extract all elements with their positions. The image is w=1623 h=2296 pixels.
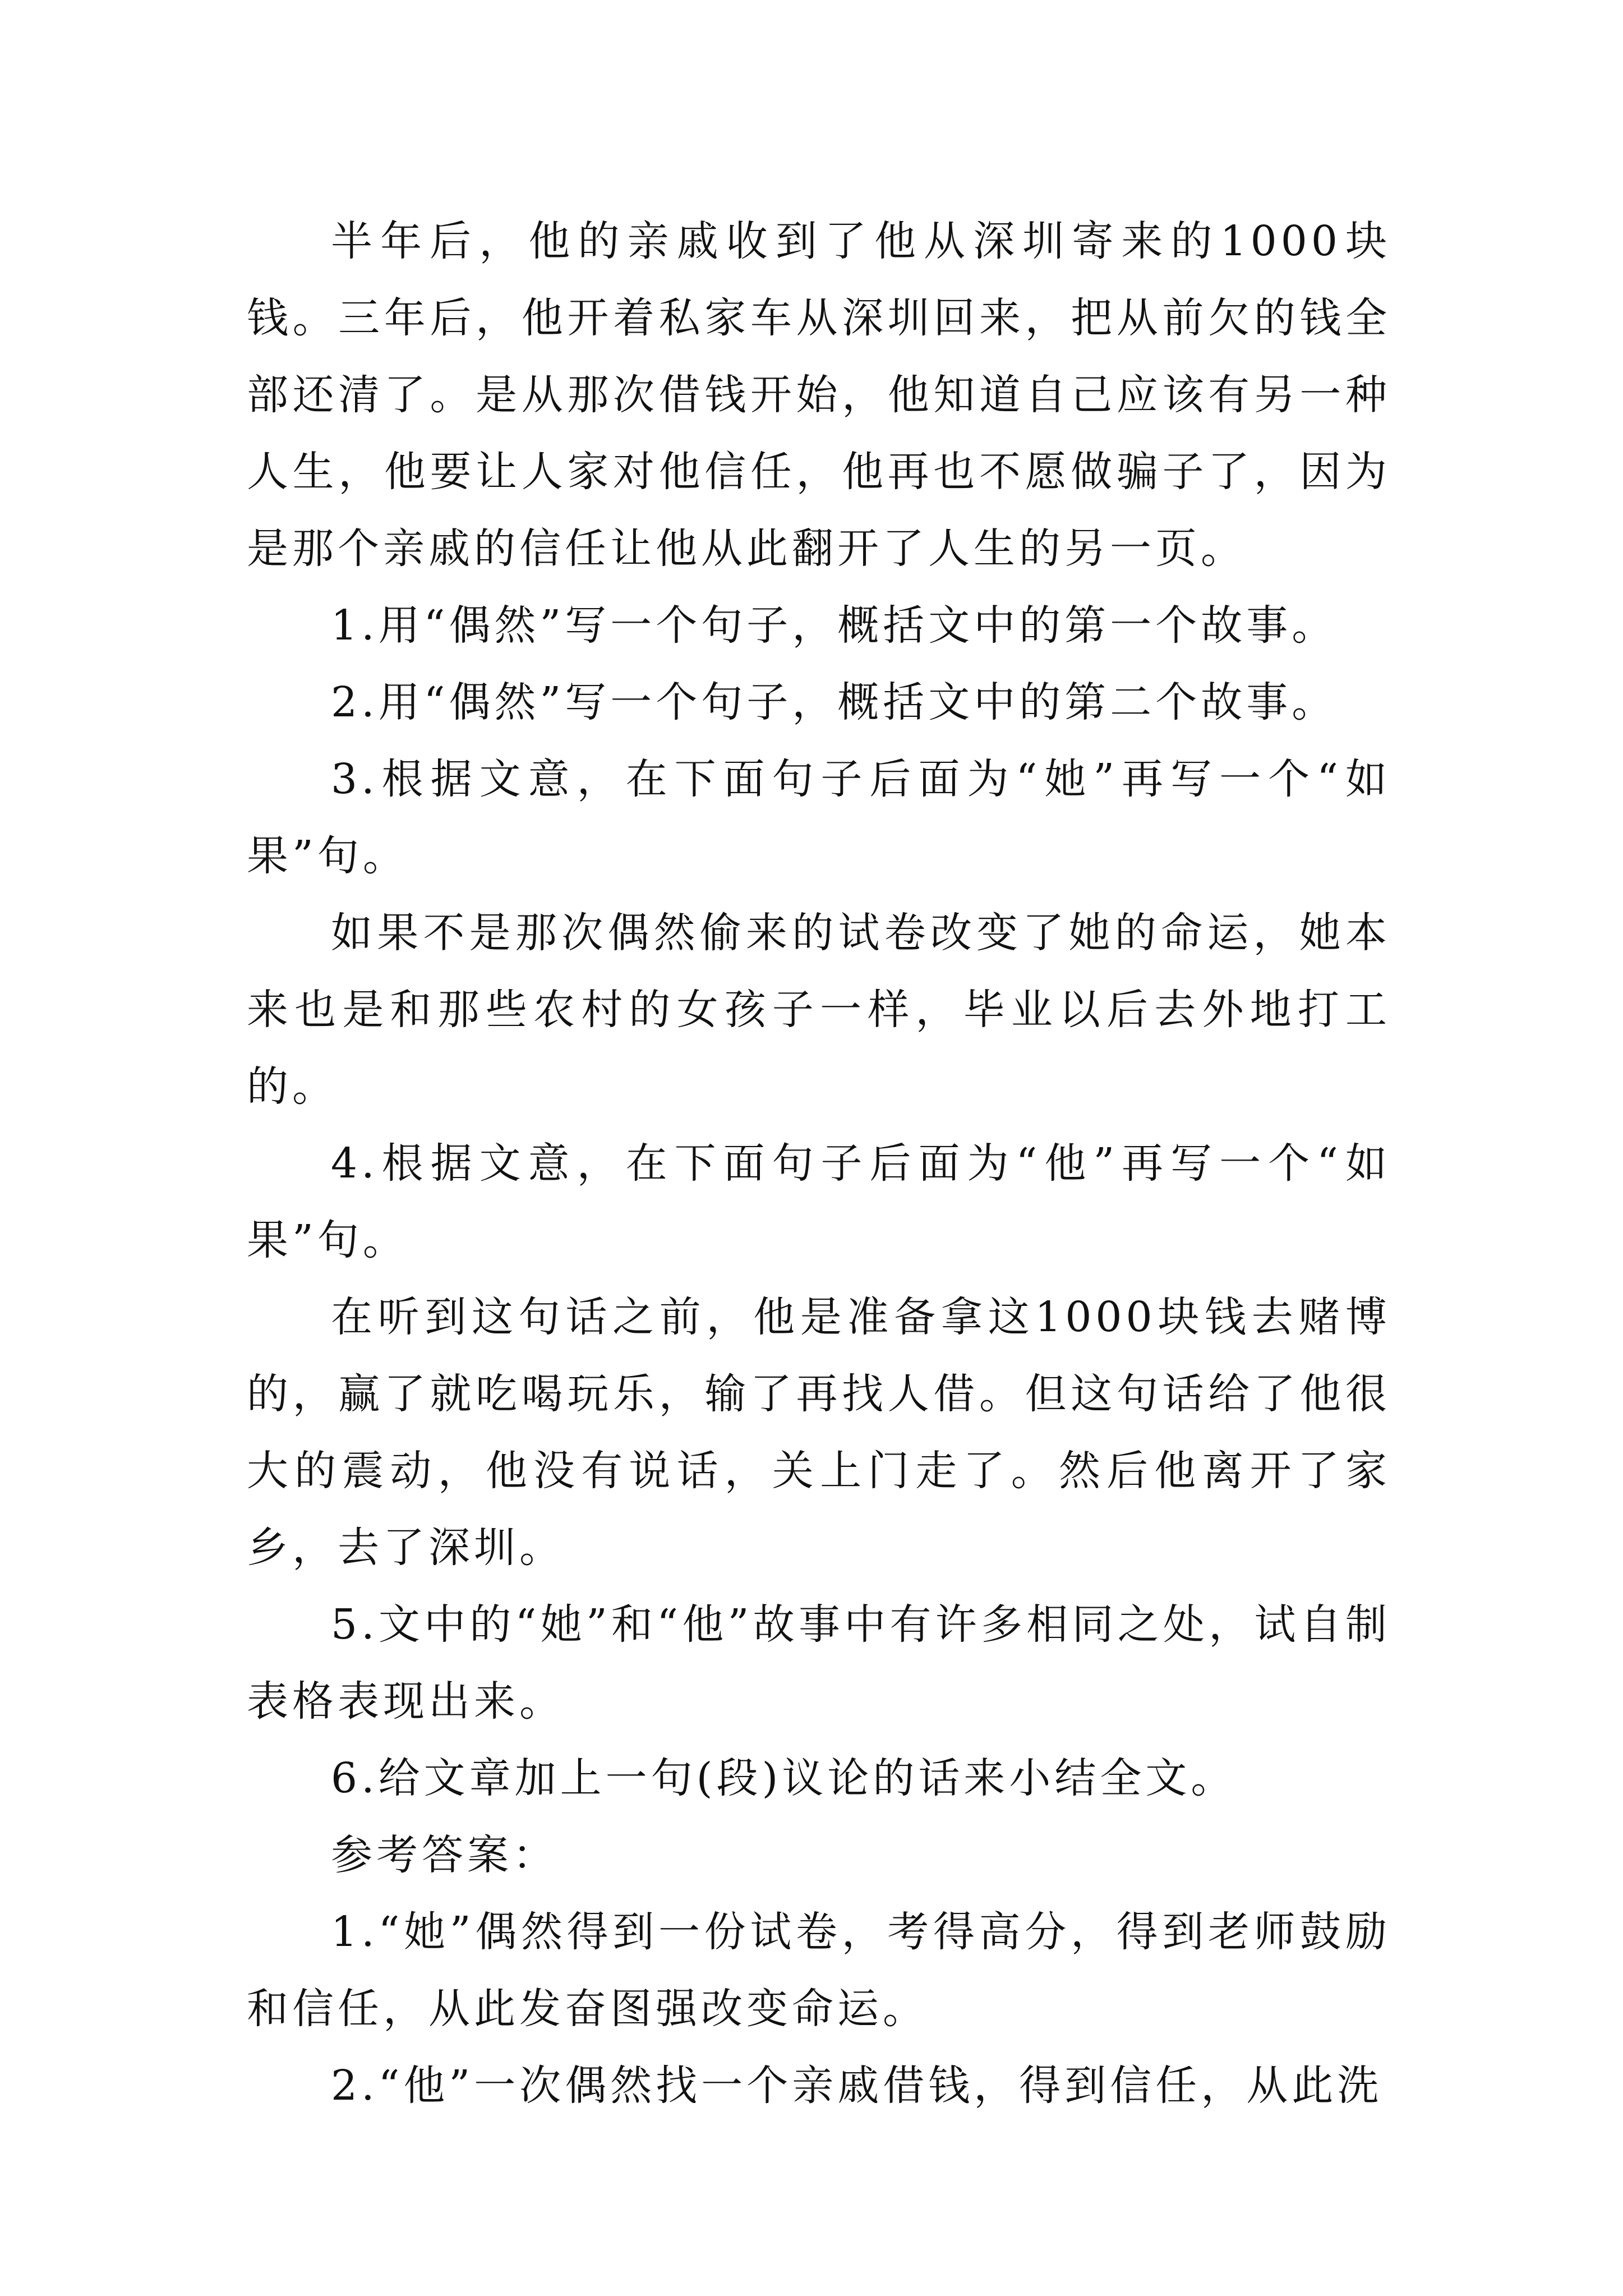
question-4: 4.根据文意，在下面句子后面为“他”再写一个“如果”句。 bbox=[247, 1139, 1391, 1264]
question-5: 5.文中的“她”和“他”故事中有许多相同之处，试自制表格表现出来。 bbox=[247, 1600, 1391, 1726]
question-3-quoted-passage: 如果不是那次偶然偷来的试卷改变了她的命运，她本来也是和那些农村的女孩子一样，毕业以后去外地打工的。 bbox=[247, 909, 1391, 1111]
story-paragraph-ending: 半年后，他的亲戚收到了他从深圳寄来的1000块钱。三年后，他开着私家车从深圳回来，把从前欠的钱全部还清了。是从那次借钱开始，他知道自己应该有另一种人生，他要让人家对他信任，他再也不愿做骗子了，因为是那个亲戚的信任让他从此翻开了人生的另一页。 bbox=[247, 217, 1391, 573]
question-6: 6.给文章加上一句(段)议论的话来小结全文。 bbox=[331, 1754, 1237, 1802]
answer-key-heading: 参考答案： bbox=[331, 1831, 558, 1879]
question-3: 3.根据文意，在下面句子后面为“她”再写一个“如果”句。 bbox=[247, 755, 1391, 880]
document-body bbox=[247, 203, 1391, 2124]
question-1: 1.用“偶然”写一个句子，概括文中的第一个故事。 bbox=[331, 601, 1338, 650]
answer-1: 1.“她”偶然得到一份试卷，考得高分，得到老师鼓励和信任，从此发奋图强改变命运。 bbox=[247, 1908, 1391, 2033]
question-2: 2.用“偶然”写一个句子，概括文中的第二个故事。 bbox=[331, 678, 1338, 726]
answer-2: 2.“他”一次偶然找一个亲戚借钱，得到信任，从此洗 bbox=[331, 2062, 1383, 2110]
question-4-quoted-passage: 在听到这句话之前，他是准备拿这1000块钱去赌博的，赢了就吃喝玩乐，输了再找人借。但这句话给了他很大的震动，他没有说话，关上门走了。然后他离开了家乡，去了深圳。 bbox=[247, 1293, 1391, 1572]
